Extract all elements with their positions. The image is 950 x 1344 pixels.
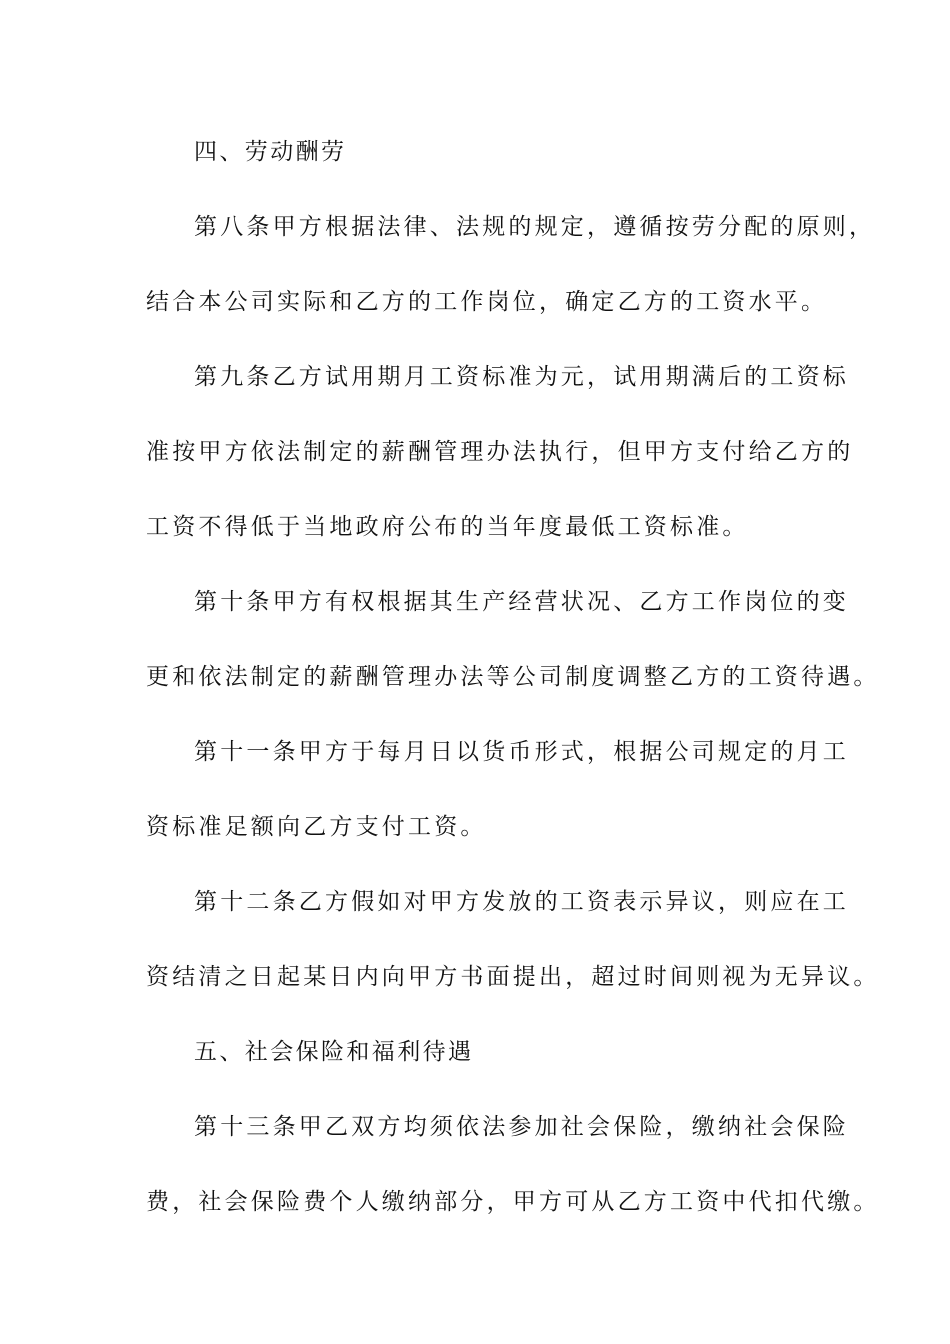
article-9-line-3: 工资不得低于当地政府公布的当年度最低工资标准。 bbox=[146, 514, 749, 540]
article-9-line-2: 准按甲方依法制定的薪酬管理办法执行，但甲方支付给乙方的 bbox=[146, 439, 854, 465]
article-8-line-2: 结合本公司实际和乙方的工作岗位，确定乙方的工资水平。 bbox=[146, 289, 828, 315]
article-10-line-1: 第十条甲方有权根据其生产经营状况、乙方工作岗位的变 bbox=[194, 589, 849, 615]
article-13-line-2: 费，社会保险费个人缴纳部分，甲方可从乙方工资中代扣代缴。 bbox=[146, 1189, 880, 1215]
section-heading-labor-remuneration: 四、劳动酬劳 bbox=[194, 139, 347, 165]
article-8-line-1: 第八条甲方根据法律、法规的规定，遵循按劳分配的原则， bbox=[194, 214, 876, 240]
article-12-line-1: 第十二条乙方假如对甲方发放的工资表示异议，则应在工 bbox=[194, 889, 849, 915]
article-11-line-1: 第十一条甲方于每月日以货币形式，根据公司规定的月工 bbox=[194, 739, 849, 765]
section-heading-social-insurance: 五、社会保险和福利待遇 bbox=[194, 1039, 474, 1065]
article-9-line-1: 第九条乙方试用期月工资标准为元，试用期满后的工资标 bbox=[194, 364, 849, 390]
article-12-line-2: 资结清之日起某日内向甲方书面提出，超过时间则视为无异议。 bbox=[146, 964, 880, 990]
article-10-line-2: 更和依法制定的薪酬管理办法等公司制度调整乙方的工资待遇。 bbox=[146, 664, 880, 690]
article-11-line-2: 资标准足额向乙方支付工资。 bbox=[146, 814, 487, 840]
article-13-line-1: 第十三条甲乙双方均须依法参加社会保险，缴纳社会保险 bbox=[194, 1114, 849, 1140]
